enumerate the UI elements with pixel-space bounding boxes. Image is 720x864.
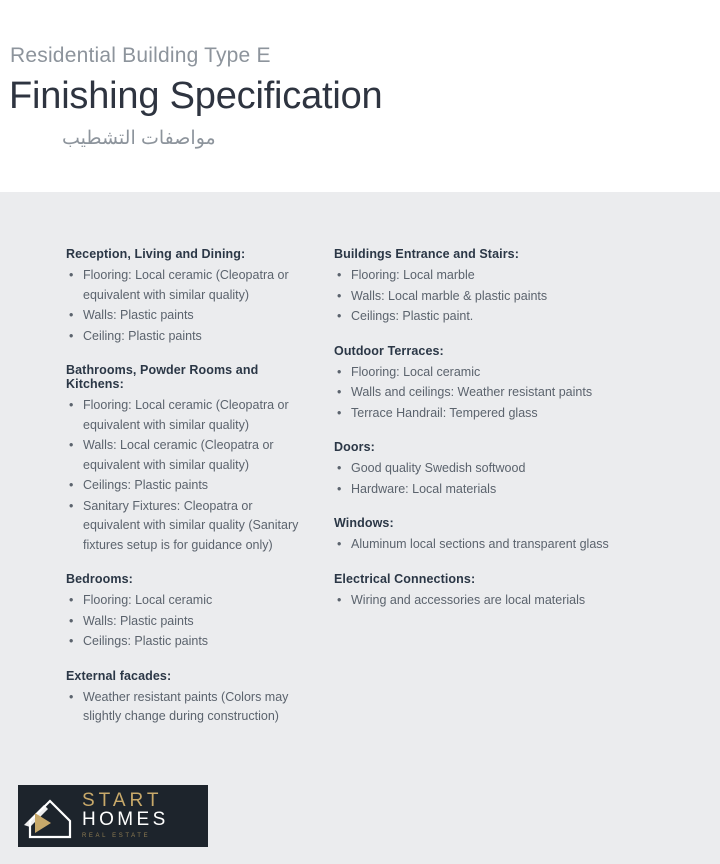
specification-columns [0, 247, 720, 744]
list-item: • Ceiling: Plastic paints [66, 327, 310, 347]
section-electrical-connections [334, 572, 660, 611]
list-item: • Flooring: Local ceramic [66, 591, 310, 611]
section-item-list [334, 363, 660, 424]
section-title: Doors: [334, 440, 375, 454]
list-item: • Flooring: Local ceramic [334, 363, 660, 383]
house-play-icon [18, 785, 80, 847]
section-outdoor-terraces [334, 344, 660, 424]
section-item-list [334, 591, 660, 611]
section-bathrooms-powder-kitchens [66, 363, 310, 555]
list-item: • Walls: Plastic paints [66, 306, 310, 326]
logo-tagline: REAL ESTATE [82, 833, 151, 839]
section-title: Electrical Connections: [334, 571, 476, 586]
page-title: Finishing Specification [9, 75, 383, 117]
section-doors [334, 440, 660, 499]
section-buildings-entrance-stairs [334, 247, 660, 327]
section-item-list [334, 535, 660, 555]
section-item-list [66, 266, 310, 346]
logo-line-homes: HOMES [82, 809, 169, 830]
section-item-list [66, 591, 310, 652]
logo-wordmark [80, 791, 169, 841]
section-title: Buildings Entrance and Stairs: [334, 247, 519, 261]
section-title: External facades: [66, 668, 172, 683]
header-arabic-subtitle: مواصفات التشطيب [62, 127, 216, 149]
right-column [320, 247, 680, 744]
list-item: • Flooring: Local marble [334, 266, 660, 286]
section-windows [334, 516, 660, 555]
list-item: • Ceilings: Plastic paints [66, 632, 310, 652]
list-item: • Walls: Local ceramic (Cleopatra or equivalent with similar quality) [66, 436, 310, 475]
left-column [0, 247, 320, 744]
list-item: • Wiring and accessories are local materials [334, 591, 660, 611]
section-item-list [66, 396, 310, 555]
section-title: Windows: [334, 516, 394, 530]
section-title: Outdoor Terraces: [334, 343, 444, 358]
section-item-list [66, 688, 310, 727]
section-title: Bathrooms, Powder Rooms and Kitchens: [66, 363, 259, 391]
section-title: Bedrooms: [66, 572, 133, 586]
logo-line-start: START [82, 790, 163, 811]
list-item: • Terrace Handrail: Tempered glass [334, 404, 660, 424]
section-external-facades [66, 669, 310, 727]
list-item: • Hardware: Local materials [334, 480, 660, 500]
document-header [0, 0, 720, 192]
section-reception-living-dining [66, 247, 310, 346]
section-title: Reception, Living and Dining: [66, 247, 246, 261]
list-item: • Sanitary Fixtures: Cleopatra or equivalent with similar quality (Sanitary fixtures setup is for guidance only) [66, 497, 310, 556]
list-item: • Good quality Swedish softwood [334, 459, 660, 479]
company-logo [18, 785, 208, 847]
list-item: • Walls: Local marble & plastic paints [334, 287, 660, 307]
section-bedrooms [66, 572, 310, 652]
list-item: • Ceilings: Plastic paints [66, 476, 310, 496]
section-item-list [334, 459, 660, 499]
list-item: • Aluminum local sections and transparent glass [334, 535, 660, 555]
section-item-list [334, 266, 660, 327]
header-eyebrow: Residential Building Type E [10, 44, 271, 67]
list-item: • Walls: Plastic paints [66, 612, 310, 632]
list-item: • Walls and ceilings: Weather resistant paints [334, 383, 660, 403]
specification-panel [0, 192, 720, 864]
list-item: • Weather resistant paints (Colors may slightly change during construction) [66, 688, 310, 727]
list-item: • Flooring: Local ceramic (Cleopatra or equivalent with similar quality) [66, 266, 310, 305]
list-item: • Flooring: Local ceramic (Cleopatra or equivalent with similar quality) [66, 396, 310, 435]
list-item: • Ceilings: Plastic paint. [334, 307, 660, 327]
